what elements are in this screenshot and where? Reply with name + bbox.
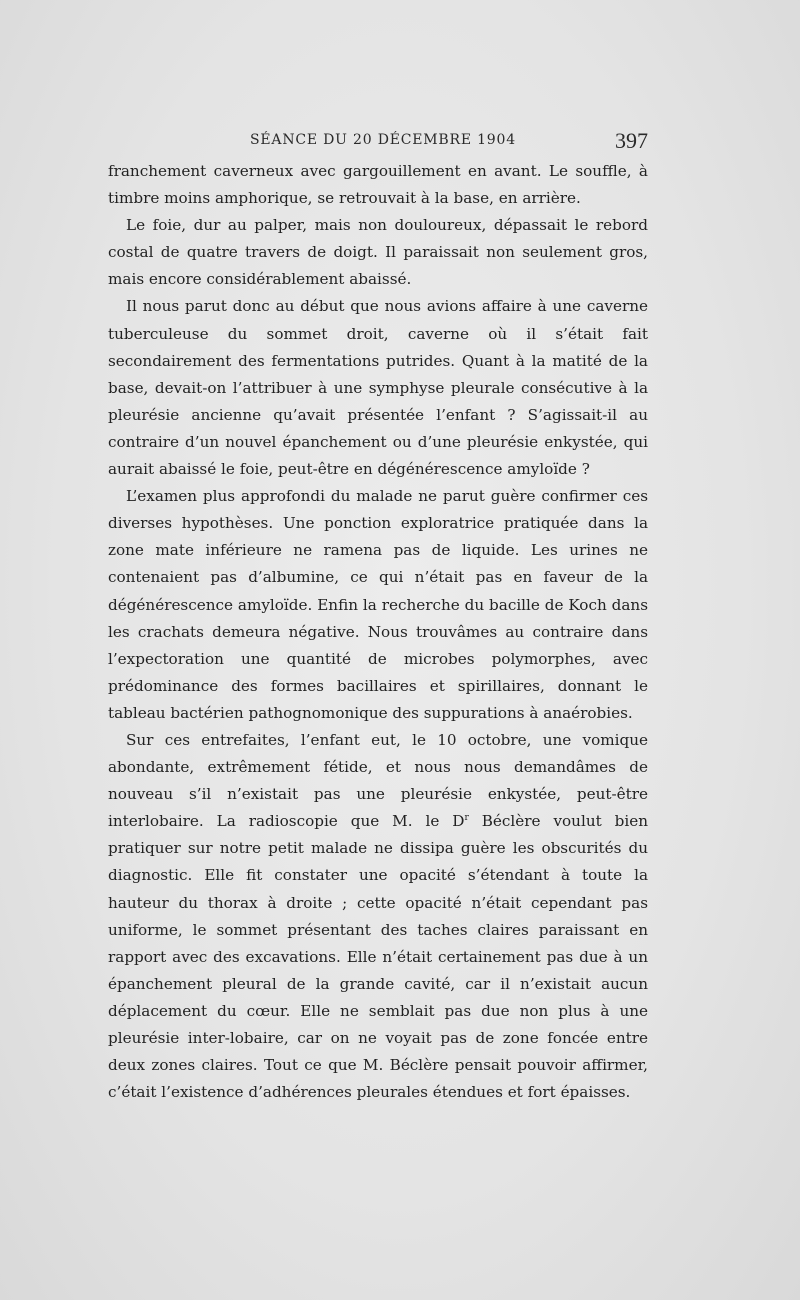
paragraph-examination: L’examen plus approfondi du malade ne parut guère confirmer ces diverses hypothèses. Une ponction exploratrice pratiquée dans la zone mate inférieure ne ramena pas de liquide. Les urines ne contenaient pas d’albumine, ce qui n’était pas en faveur de la dégénérescence amyloïde. Enfin la recherche du bacille de Koch dans les crachats demeura négative. Nous trouvâmes au contraire dans l’expectoration une quantité de microbes polymorphes, avec prédominance des formes bacillaires et spirillaires, donnant le tableau bactérien pathognomonique des suppurations à anaérobies. <box>108 487 648 722</box>
page-number: 397 <box>615 128 648 153</box>
running-head <box>108 128 648 158</box>
paragraph-radioscopy <box>108 727 648 1106</box>
paragraph-liver: Le foie, dur au palper, mais non douloureux, dépassait le rebord costal de quatre travers de doigt. Il paraissait non seulement gros, mais encore considérablement abaissé. <box>108 216 648 289</box>
radioscopy-text-end: Béclère voulut bien pratiquer sur notre petit malade ne dissipa guère les obscurités du diagnostic. Elle fit constater une opacité s’étendant à toute la hauteur du thorax à droite ; cette opacité n’était cependant pas uniforme, le sommet présentant des taches claires paraissant en rapport avec des excavations. Elle n’était certainement pas due à un épanchement pleural de la grande cavité, car il n’existait aucun déplacement du cœur. Elle ne semblait pas due non plus à une pleurésie inter-lobaire, car on ne voyait pas de zone foncée entre deux zones claires. Tout ce que M. Béclère pensait pouvoir affirmer, c’était l’existence d’adhérences pleurales étendues et fort épaisses. <box>108 812 649 1102</box>
paragraph-hypothesis: Il nous parut donc au début que nous avions affaire à une caverne tuberculeuse du sommet droit, caverne où il s’était fait secondairement des fermentations putrides. Quant à la matité de la base, devait-on l’attribuer à une symphyse pleurale consécutive à la pleurésie ancienne qu’avait présentée l’enfant ? S’agissait-il au contraire d’un nouvel épanchement ou d’une pleurésie enkystée, qui aurait abaissé le foie, peut-être en dégénérescence amyloïde ? <box>108 297 648 479</box>
radioscopy-text-start: Sur ces entrefaites, l’enfant eut, le 10 octobre, une vomique abondante, extrêmement fétide, et nous nous demandâmes de nouveau s’il n’existait pas une pleurésie enkystée, peut-être interlobaire. La radioscopie que M. le D <box>108 730 648 831</box>
title-superscript: r <box>464 813 469 824</box>
body-text <box>108 158 648 1106</box>
paragraph-continuation: franchement caverneux avec gargouillement en avant. Le souffle, à timbre moins amphorique, se retrouvait à la base, en arrière. <box>108 162 648 208</box>
running-title: SÉANCE DU 20 DÉCEMBRE 1904 <box>250 132 516 148</box>
